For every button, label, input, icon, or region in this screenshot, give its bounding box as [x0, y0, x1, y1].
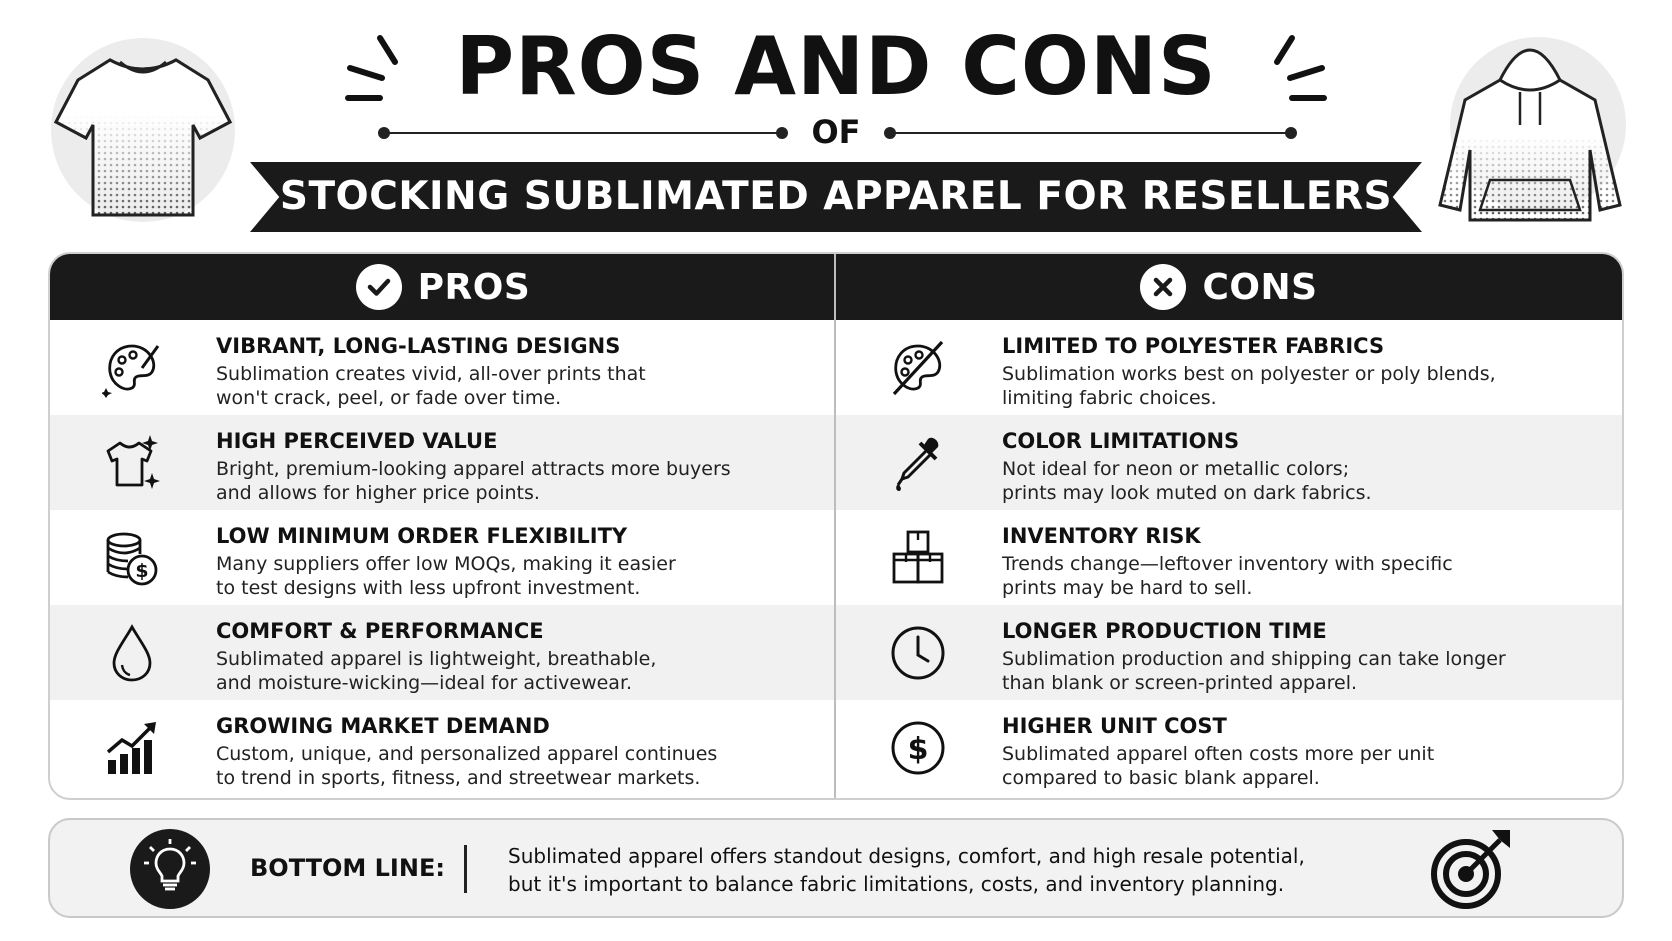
pro-title: GROWING MARKET DEMAND [216, 714, 550, 738]
pro-title: COMFORT & PERFORMANCE [216, 619, 544, 643]
bottom-line-label: BOTTOM LINE: [250, 854, 445, 882]
cons-row [836, 605, 1622, 700]
cons-row [836, 415, 1622, 510]
cons-column [836, 254, 1622, 798]
droplet-icon [102, 623, 162, 683]
sparkle-shirt-icon [102, 433, 162, 493]
con-description: Trends change—leftover inventory with specific prints may be hard to sell. [1002, 553, 1453, 599]
cons-row [836, 320, 1622, 415]
cons-row [836, 700, 1622, 795]
svg-text:$: $ [135, 560, 149, 582]
hoodie-icon [1430, 30, 1630, 235]
dropper-icon [888, 433, 948, 493]
pros-row [50, 510, 836, 605]
pros-row [50, 415, 836, 510]
boxes-icon [888, 528, 948, 588]
cons-label: CONS [1202, 266, 1318, 308]
bottom-line-separator [464, 845, 467, 893]
pros-row [50, 700, 836, 795]
con-title: COLOR LIMITATIONS [1002, 429, 1240, 453]
tshirt-icon [48, 30, 238, 230]
check-icon [356, 264, 402, 310]
growth-chart-icon [102, 718, 162, 778]
con-title: LONGER PRODUCTION TIME [1002, 619, 1327, 643]
x-icon [1140, 264, 1186, 310]
pro-description: Bright, premium-looking apparel attracts more buyers and allows for higher price points. [216, 458, 731, 504]
pro-title: VIBRANT, LONG-LASTING DESIGNS [216, 334, 621, 358]
lightbulb-icon [130, 829, 210, 909]
palette-icon [102, 338, 162, 398]
pro-description: Many suppliers offer low MOQs, making it easier to test designs with less upfront investment. [216, 553, 676, 599]
svg-text:$: $ [907, 732, 929, 767]
palette-crossed-icon [888, 338, 948, 398]
subtitle: STOCKING SUBLIMATED APPAREL FOR RESELLERS [279, 174, 1393, 219]
con-title: INVENTORY RISK [1002, 524, 1201, 548]
pro-title: HIGH PERCEIVED VALUE [216, 429, 498, 453]
con-description: Sublimation works best on polyester or poly blends, limiting fabric choices. [1002, 363, 1496, 409]
con-description: Not ideal for neon or metallic colors; prints may look muted on dark fabrics. [1002, 458, 1372, 504]
pro-title: LOW MINIMUM ORDER FLEXIBILITY [216, 524, 628, 548]
cons-row [836, 510, 1622, 605]
pros-cons-table [48, 252, 1624, 800]
coins-icon [102, 528, 162, 588]
header [0, 0, 1672, 240]
pros-row [50, 605, 836, 700]
dollar-icon [888, 718, 948, 778]
target-icon [1428, 826, 1514, 912]
pro-description: Sublimated apparel is lightweight, breathable, and moisture-wicking—ideal for activewear. [216, 648, 657, 694]
of-label: OF [811, 113, 861, 151]
pro-description: Custom, unique, and personalized apparel continues to trend in sports, fitness, and streetwear markets. [216, 743, 718, 789]
bottom-line-panel [48, 818, 1624, 918]
cons-header [836, 254, 1622, 320]
pros-header [50, 254, 836, 320]
con-title: HIGHER UNIT COST [1002, 714, 1227, 738]
pros-label: PROS [417, 266, 531, 308]
bottom-line-text: Sublimated apparel offers standout designs, comfort, and high resale potential, but it's important to balance fabric limitations, costs, and inventory planning. [508, 844, 1305, 896]
page-title: PROS AND CONS [455, 20, 1217, 113]
of-divider [0, 112, 1672, 152]
pros-row [50, 320, 836, 415]
pro-description: Sublimation creates vivid, all-over prints that won't crack, peel, or fade over time. [216, 363, 646, 409]
con-description: Sublimation production and shipping can take longer than blank or screen-printed apparel. [1002, 648, 1506, 694]
pros-column [50, 254, 836, 798]
con-title: LIMITED TO POLYESTER FABRICS [1002, 334, 1385, 358]
con-description: Sublimated apparel often costs more per unit compared to basic blank apparel. [1002, 743, 1435, 789]
clock-icon [888, 623, 948, 683]
